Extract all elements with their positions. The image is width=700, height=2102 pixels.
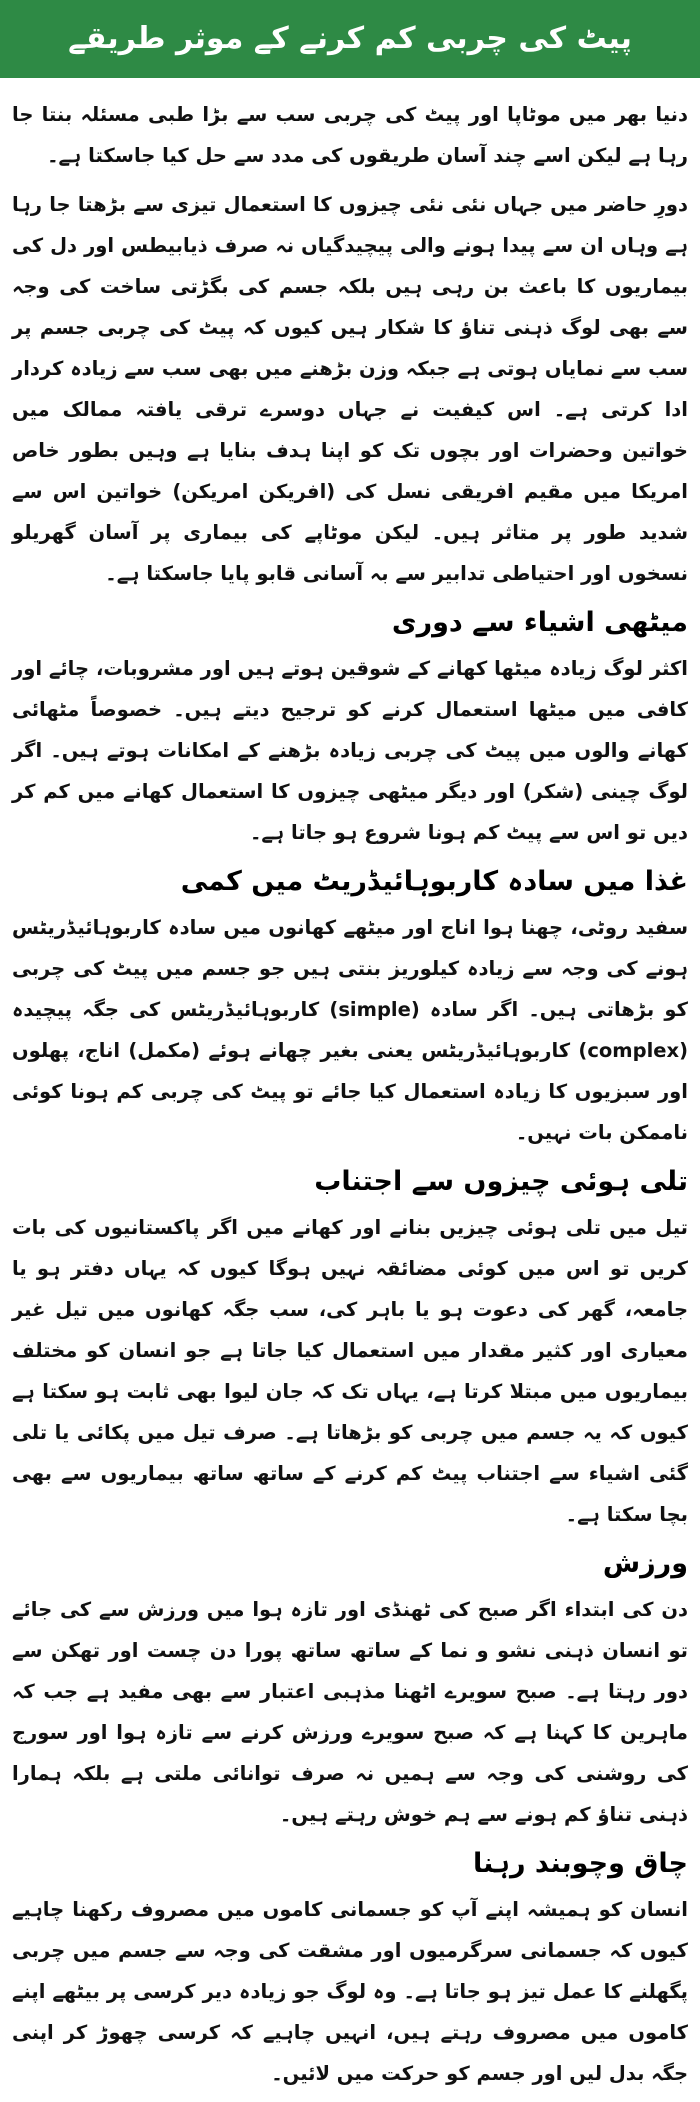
section-heading-carbohydrates: غذا میں سادہ کاربوہائیڈریٹ میں کمی — [180, 866, 688, 897]
article-body — [12, 94, 688, 2102]
section-heading-active: چاق وچوبند رہنا — [473, 1848, 688, 1879]
section-paragraph-fried-food: تیل میں تلی ہوئی چیزیں بنانے اور کھانے میں اگر پاکستانیوں کی بات کریں تو اس میں کوئی مضائقہ نہیں ہوگا کیوں کہ یہاں دفتر ہو یا جامعہ، گھر کی دعوت ہو یا باہر کی، سب جگہ کھانوں میں تیل غیر معیاری اور کثیر مقدار میں استعمال کیا جاتا ہے جو انسان کو مختلف بیماریوں میں مبتلا کرتا ہے، یہاں تک کہ جان لیوا بھی ثابت ہو سکتا ہے کیوں کہ یہ جسم میں چربی کو بڑھاتا ہے۔ صرف تیل میں پکائی یا تلی گئی اشیاء سے اجتناب پیٹ کم کرنے کے ساتھ ساتھ بیماریوں سے بھی بچا سکتا ہے۔ — [12, 1216, 688, 1526]
page-title: پیٹ کی چربی کم کرنے کے موثر طریقے — [68, 21, 632, 56]
body-paragraph: دورِ حاضر میں جہاں نئی نئی چیزوں کا استعمال تیزی سے بڑھتا جا رہا ہے وہاں ان سے پیدا ہونے والی پیچیدگیاں نہ صرف ذیابیطس اور دل کی بیماریوں کا باعث بن رہی ہیں بلکہ جسم کی بگڑتی ساخت کی وجہ سے بھی لوگ ذہنی تناؤ کا شکار ہیں کیوں کہ پیٹ کی چربی جسم پر سب سے نمایاں ہوتی ہے جبکہ وزن بڑھنے میں بھی سب سے زیادہ کردار ادا کرتی ہے۔ اس کیفیت نے جہاں دوسرے ترقی یافتہ ممالک میں خواتین وحضرات اور بچوں تک کو اپنا ہدف بنایا ہے وہیں بطور خاص امریکا میں مقیم افریقی نسل کی (افریکن امریکن) خواتین اس سے شدید طور پر متاثر ہیں۔ لیکن موٹاپے کی بیماری پر آسان گھریلو نسخوں اور احتیاطی تدابیر سے بہ آسانی قابو پایا جاسکتا ہے۔ — [12, 193, 688, 585]
section-paragraph-active: انسان کو ہمیشہ اپنے آپ کو جسمانی کاموں میں مصروف رکھنا چاہیے کیوں کہ جسمانی سرگرمیوں اور مشقت کی وجہ سے جسم میں چربی پگھلنے کا عمل تیز ہو جاتا ہے۔ وہ لوگ جو زیادہ دیر کرسی پر بیٹھے اپنے کاموں میں مصروف رہتے ہیں، انہیں چاہیے کہ کرسی چھوڑ کر اپنی جگہ بدل لیں اور جسم کو حرکت میں لائیں۔ — [12, 1898, 688, 2085]
section-heading-fried-food: تلی ہوئی چیزوں سے اجتناب — [314, 1166, 688, 1197]
section-paragraph-sweets: اکثر لوگ زیادہ میٹھا کھانے کے شوقین ہوتے ہیں اور مشروبات، چائے اور کافی میں میٹھا استعمال کرنے کو ترجیح دیتے ہیں۔ خصوصاً مٹھائی کھانے والوں میں پیٹ کی چربی زیادہ بڑھنے کے امکانات ہوتے ہیں۔ اگر لوگ چینی (شکر) اور دیگر میٹھی چیزوں کا استعمال کھانے میں کم کر دیں تو اس سے پیٹ کم ہونا شروع ہو جاتا ہے۔ — [12, 657, 688, 844]
section-paragraph-carbohydrates: سفید روٹی، چھنا ہوا اناج اور میٹھے کھانوں میں سادہ کاربوہائیڈریٹس ہونے کی وجہ سے زیادہ کیلوریز بنتی ہیں جو جسم میں پیٹ کی چربی کو بڑھاتی ہیں۔ اگر سادہ (simple) کاربوہائیڈریٹس کی جگہ پیچیدہ (complex) کاربوہائیڈریٹس یعنی بغیر چھانے ہوئے (مکمل) اناج، پھلوں اور سبزیوں کا زیادہ استعمال کیا جائے تو پیٹ کی چربی کم ہونا کوئی ناممکن بات نہیں۔ — [12, 916, 688, 1144]
intro-paragraph: دنیا بھر میں موٹاپا اور پیٹ کی چربی سب سے بڑا طبی مسئلہ بنتا جا رہا ہے لیکن اسے چند آسان طریقوں کی مدد سے حل کیا جاسکتا ہے۔ — [12, 103, 688, 167]
title-banner — [0, 0, 700, 78]
section-heading-exercise: ورزش — [602, 1548, 688, 1579]
section-heading-sweets: میٹھی اشیاء سے دوری — [391, 607, 688, 638]
section-paragraph-exercise: دن کی ابتداء اگر صبح کی ٹھنڈی اور تازہ ہوا میں ورزش سے کی جائے تو انسان ذہنی نشو و نما کے ساتھ ساتھ پورا دن چست اور تھکن سے دور رہتا ہے۔ صبح سویرے اٹھنا مذہبی اعتبار سے بھی مفید ہے جب کہ ماہرین کا کہنا ہے کہ صبح سویرے ورزش کرنے سے تازہ ہوا اور سورج کی روشنی کی وجہ سے ہمیں نہ صرف توانائی ملتی ہے بلکہ ہمارا ذہنی تناؤ کم ہونے سے ہم خوش رہتے ہیں۔ — [12, 1598, 688, 1826]
